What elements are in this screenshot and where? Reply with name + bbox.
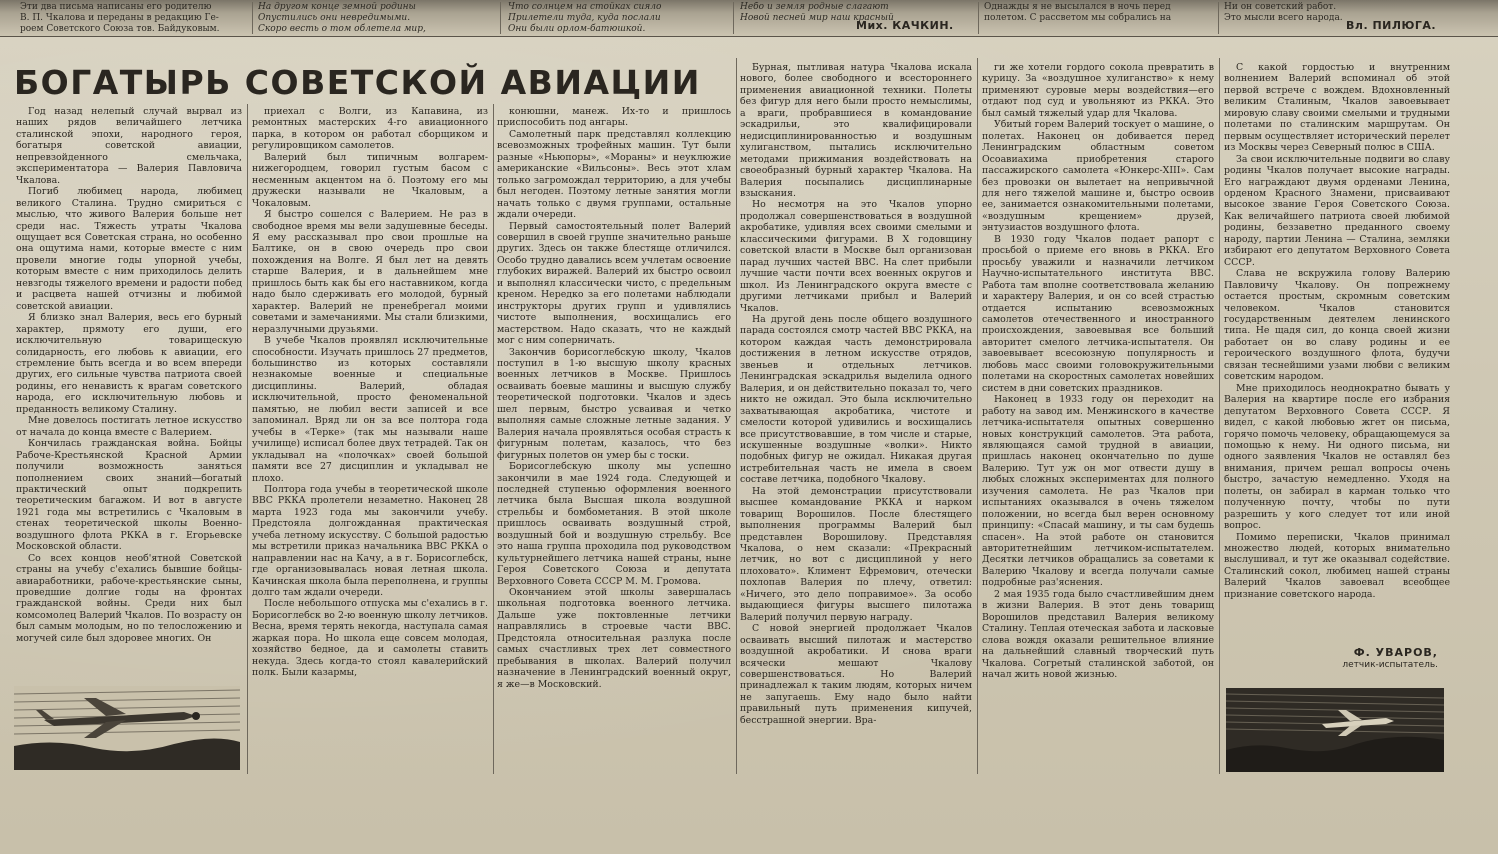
- paragraph: Убитый горем Валерий тоскует о машине, о полетах. Наконец он добивается перед Ленинградским областным советом Осоавиахима приобретения старого пассажирского самолета «Юнкерс-XIII». Сам без провозки он вылетает на непривычной для него тяжелой машине и, быстро освоив ее, занимается ознакомительными полетами, «воздушным крещением» друзей, энтузиастов воздушного флота.: [982, 119, 1214, 234]
- paragraph: Наконец в 1933 году он переходит на работу на завод им. Менжинского в качестве летчика-испытателя опытных совершенно новых конструкций самолетов. Эта работа, являющаяся самой трудной в авиации, пришлась наконец окончательно по душе Валерию. Тут уж он мог отвести душу в любых сложных экспериментах для полного изучения самолета. Не раз Чкалов при испытаниях оказывался в очень тяжелом положении, но всегда был верен основному принципу: «Спасай машину, и ты сам будешь спасен». На этой работе он становится авторитетнейшим летчиком-испытателем. Десятки летчиков обращались за советами к Валерию Чкалову и всегда получали самые подробные раз'яснения.: [982, 394, 1214, 589]
- paragraph: Бурная, пытливая натура Чкалова искала нового, более свободного и всестороннего применения авиационной техники. Полеты без фигур для него были просто немыслимы, а враги, пробравшиеся в командование эскадрильи, это квалифицировали недисциплинированностью и воздушным хулиганством, пытались исключительно методами прижимания воздействовать на своеобразный бурный характер Чкалова. На Валерия посыпались дисциплинарные взыскания.: [740, 62, 972, 199]
- strip-line: Опустились они невредимыми.: [258, 13, 411, 23]
- strip-line: В. П. Чкалова и переданы в редакцию Ге-: [20, 13, 219, 23]
- article-column-6: [1224, 62, 1450, 642]
- strip-line: Однажды я не высылался в ночь перед: [984, 2, 1171, 12]
- strip-line: роем Советского Союза тов. Байдуковым.: [20, 24, 220, 34]
- paragraph: Валерий был типичным волгарем-нижегородцем, говорил густым басом с несменным акцентом на ö. Поэтому его мы дружески называли не Чкаловым, а Чокаловым.: [252, 151, 488, 209]
- paragraph: В 1930 году Чкалов подает рапорт с просьбой о приеме его вновь в РККА. Его просьбу уважили и назначили летчиком Научно-испытательного института ВВС. Работа там вполне соответствовала желанию и характеру Валерия, и он со всей страстью отдается испытанию всевозможных самолетов отечественного и иностранного происхождения, завоевывая все больший авторитет смелого летчика-испытателя. Он завоевывает всесоюзную популярность и любовь масс своими головокружительными полетами на скоростных самолетах новейших систем в дни советских праздников.: [982, 233, 1214, 394]
- article-column-1: [16, 106, 242, 680]
- column-rule: [247, 104, 248, 774]
- paragraph: Со всех концов необ'ятной Советской страны на учебу с'ехались бывшие бойцы-авиаработники, рабоче-крестьянские сыны, проведшие долгие годы на фронтах гражданской войны. Среди них был комсомолец Валерий Чкалов. По возрасту он был самым молодым, но по телосложению и могучей силе был здоровее многих. Он: [16, 552, 242, 644]
- strip-line: На другом конце земной родины: [258, 2, 416, 12]
- paragraph: Мне приходилось неоднократно бывать у Валерия на квартире после его избрания депутатом Верховного Совета СССР. Я видел, с какой любовью жгет он письма, горячо помочь человеку, обращающемуся за помощью к нему. Ни одного письма, ни одного заявления Чкалов не оставлял без внимания, причем решал вопросы очень быстро, зачастую немедленно. Уходя на полеты, он забирал в карман только что полученную почту, чтобы по пути разрешить у кого следует тот или иной вопрос.: [1224, 382, 1450, 532]
- paragraph: приехал с Волги, из Капавина, из ремонтных мастерских 4-го авиационного парка, в котором он работал сборщиком и регулировщиком самолетов.: [252, 106, 488, 152]
- strip-line: Небо и земля родные слагают: [740, 2, 889, 12]
- paragraph: Самолетный парк представлял коллекцию всевозможных трофейных машин. Тут были разные «Ньюпоры», «Мораны» и неуклюжие американские «Вильсоны». Весь этот хлам только загромождал территорию, а для учебы был негоден. Поэтому летные занятия могли начать только с двумя группами, остальные ждали очереди.: [497, 128, 731, 221]
- strip-column-3: [508, 2, 724, 34]
- strip-column-rule: [252, 2, 253, 34]
- paragraph: После небольшого отпуска мы с'ехались в г. Борисоглебск во 2-ю военную школу летчиков. Весна, время терять некогда, наступала самая жаркая пора. Но школа еще совсем молодая, хозяйство бедное, да и самолеты ставить некуда. Здесь когда-то стоял кавалерийский полк. Были казармы,: [252, 598, 488, 679]
- paragraph: Закончив борисоглебскую школу, Чкалов поступил в 1-ю высшую школу красных военных летчиков в Москве. Пришлось осваивать боевые машины и высшую службу теоретической подготовки. Чкалов и здесь шел первым, быстро усваивая и четко выполняя самые сложные летные задания. У Валерия начала проявляться особая страсть к фигурным полетам, казалось, что без фигурных полетов он умер бы с тоски.: [497, 346, 731, 461]
- paragraph: На этой демонстрации присутствовали высшее командование РККА и нарком товарищ Ворошилов. После блестящего выполнения программы Валерий был представлен Ворошилову. Представляя Чкалова, о нем сказали: «Прекрасный летчик, но вот с дисциплиной у него плоховато». Климент Ефремович, отечески похлопав Валерия по плечу, ответил: «Ничего, это дело поправимое». За особо выдающиеся фигуры высшего пилотажа Валерий получил первую награду.: [740, 485, 972, 623]
- strip-column-5: [984, 2, 1212, 34]
- strip-signature-kachkin: Мих. КАЧКИН.: [856, 19, 954, 32]
- paragraph: Кончилась гражданская война. Бойцы Рабоче-Крестьянской Красной Армии получили возможность заняться пополнением своих знаний—богатый практический опыт подкрепить теоретическим багажом. И вот в августе 1921 года мы встретились с Чкаловым в стенах теоретической школы Военно-воздушного флота РККА в г. Егорьевске Московской области.: [16, 438, 242, 553]
- paragraph: ги же хотели гордого сокола превратить в курицу. За «воздушное хулиганство» к нему применяют суровые меры воздействия—его отдают под суд и увольняют из РККА. Это был самый тяжелый удар для Чкалова.: [982, 62, 1214, 119]
- strip-line: Скоро весть о том облетела мир,: [258, 24, 426, 34]
- paragraph: С какой гордостью и внутренним волнением Валерий вспоминал об этой первой встрече с вождем. Вдохновленный великим Сталиным, Чкалов завоевывает мировую славу своими смелыми и трудными полетами по сталинским маршрутам. Он первым осуществляет исторический перелет из Москвы через Северный полюс в США.: [1224, 62, 1450, 154]
- airplane-engraving-right: [1226, 688, 1444, 772]
- paragraph: Борисоглебскую школу мы успешно закончили в мае 1924 года. Следующей и последней ступенью оформления военного летчика была Высшая школа воздушной стрельбы и бомбометания. В этой школе пришлось осваивать воздушный строй, воздушный бой и воздушную стрельбу. Все это наша группа проходила под руководством культурнейшего летчика нашей страны, ныне Героя Советского Союза и депутата Верховного Совета СССР М. М. Громова.: [497, 461, 731, 587]
- paragraph: Но несмотря на это Чкалов упорно продолжал совершенствоваться в воздушной акробатике, удивляя всех своими смелыми и классическими фигурами. В X годовщину советской власти в Москве был организован парад лучших частей ВВС. На слет прибыли лучшие части почти всех военных округов и школ. Из Ленинградского округа вместе с другими летчиками прибыл и Валерий Чкалов.: [740, 199, 972, 314]
- paragraph: Слава не вскружила голову Валерию Павловичу Чкалову. Он попрежнему остается простым, скромным советским человеком. Чкалов становится государственным деятелем ленинского типа. Не щадя сил, до конца своей жизни работает он во славу родины и ее героического воздушного флота, будучи связан теснейшими узами любви с великим советским народом.: [1224, 268, 1450, 383]
- article-column-2: [252, 106, 488, 774]
- strip-line: Что солнцем на стойках сияло: [508, 2, 662, 12]
- article-column-4: [740, 62, 972, 774]
- paragraph: Погиб любимец народа, любимец великого Сталина. Трудно смириться с мыслью, что живого Валерия больше нет среди нас. Тяжесть утраты Чкалова ощущает вся Советская страна, но особенно она ощутима нами, которые вместе с ним провели многие годы упорной учебы, которым вместе с ним приходилось делить невзгоды тяжелого времени и радости побед и расцвета нашей отчизны и любимой советской авиации.: [16, 186, 242, 312]
- author-name: Ф. УВАРОВ,: [1353, 646, 1438, 659]
- paragraph: Первый самостоятельный полет Валерий совершил в своей группе значительно раньше других. Здесь он также блестяще отличился. Особо трудно давались всем учлетам освоение глубоких виражей. Валерий их быстро освоил и выполнял классически чисто, с предельным креном. Нередко за его полетами наблюдали инструкторы других групп и удивлялись чистоте выполнения, восхищались его мастерством. Надо сказать, что не каждый мог с ним соперничать.: [497, 220, 731, 347]
- article-headline: БОГАТЫРЬ СОВЕТСКОЙ АВИАЦИИ: [14, 63, 701, 102]
- paragraph: Окончанием этой школы завершалась школьная подготовка военного летчика. Дальше уже поктовленные летчики направлялись в строевые части ВВС. Предстояла относительная разлука после самых счастливых трех лет совместного пребывания в школах. Валерий получил назначение в Ленинградский военный округ, я же—в Московский.: [497, 587, 731, 690]
- column-rule: [977, 58, 978, 774]
- strip-line: Новой песней мир наш красный: [740, 13, 894, 23]
- strip-line: Эти два письма написаны его родителю: [20, 2, 212, 12]
- column-rule: [493, 104, 494, 774]
- strip-column-rule: [733, 2, 734, 34]
- strip-line: полетом. С рассветом мы собрались на: [984, 13, 1172, 23]
- strip-column-rule: [978, 2, 979, 34]
- strip-column-rule: [1218, 2, 1219, 34]
- column-rule: [1219, 58, 1220, 774]
- paragraph: конюшни, манеж. Их-то и пришлось приспособить под ангары.: [497, 106, 731, 129]
- paragraph: Я близко знал Валерия, весь его бурный характер, прямоту его души, его исключительную товарищескую солидарность, его любовь к авиации, его стремление быть всегда и во всем впереди других, его сильные чувства патриота своей родины, его ненависть к врагам советского народа, его исключительную любовь и преданность великому Сталину.: [16, 312, 242, 415]
- strip-column-2: [258, 2, 494, 34]
- strip-column-1: [20, 2, 248, 34]
- paragraph: В учебе Чкалов проявлял исключительные способности. Изучать пришлось 27 предметов, большинство из которых составляли незнакомые военные и специальные дисциплины. Валерий, обладая исключительной, просто феноменальной памятью, не любил вести записей и все запоминал. Вряд ли он за все полтора года учебы в «Терке» (так мы называли наше училище) исписал более двух тетрадей. Так он укладывал на «полочках» своей большой памяти все 27 дисциплин и укладывал не плохо.: [252, 335, 488, 484]
- paragraph: Мне довелось постигать летное искусство от начала до конца вместе с Валерием.: [16, 415, 242, 438]
- article-column-3: [497, 106, 731, 774]
- author-role: летчик-испытатель.: [1342, 660, 1438, 670]
- column-rule: [736, 58, 737, 774]
- paragraph: С новой энергией продолжает Чкалов осваивать высший пилотаж и мастерство воздушной акробатики. И снова враги всячески мешают Чкалову совершенствоваться. Но Валерий принадлежал к таким людям, которых ничем не запугаешь. Ему надо было найти правильный путь применения кипучей, бесстрашной энергии. Вра-: [740, 623, 972, 726]
- paragraph: Помимо переписки, Чкалов принимал множество людей, которых внимательно выслушивал, и тут же оказывал содействие. Сталинский сокол, любимец нашей страны Валерий Чкалов завоевал всеобщее признание советского народа.: [1224, 531, 1450, 600]
- strip-line: Они были орлом-батюшкой.: [508, 24, 646, 34]
- strip-column-rule: [500, 2, 501, 34]
- strip-line: Это мысли всего народа.: [1224, 13, 1343, 23]
- paragraph: Год назад нелепый случай вырвал из наших рядов величайшего летчика сталинской эпохи, народного героя, богатыря советской авиации, непревзойденного смельчака, экспериментатора — Валерия Павловича Чкалова.: [16, 106, 242, 186]
- paragraph: Полтора года учебы в теоретической школе ВВС РККА пролетели незаметно. Наконец 28 марта 1923 года мы закончили учебу. Предстояла долгожданная практическая учеба летному искусству. С большой радостью мы встретили приказ начальника ВВС РККА о направлении нас на Качу, а в г. Борисоглебск, где организовывалась новая летная школа. Качинская школа была переполнена, и группы долго там ждали очереди.: [252, 483, 488, 599]
- paragraph: На другой день после общего воздушного парада состоялся смотр частей ВВС РККА, на котором каждая часть демонстрировала достижения в летном искусстве отрядов, звеньев и отдельных летчиков. Ленинградская эскадрилья выделила одного Валерия, и он действительно показал то, чего никто не ожидал. Это была исключительно захватывающая акробатика, чистоте и смелости которой удивились и восхищались все присутствовавшие, в том числе и старые, искушенные воздушные «волки». Никто подобных фигур не ожидал. Никакая другая истребительная часть не имела в своем составе летчика, подобного Чкалову.: [740, 313, 972, 486]
- strip-line: Ни он советский работ.: [1224, 2, 1337, 12]
- author-signature: [1282, 646, 1438, 670]
- paragraph: 2 мая 1935 года было счастливейшим днем в жизни Валерия. В этот день товарищ Ворошилов представил Валерия великому Сталину. Теплая отеческая забота и ласковые слова вождя оказали решительное влияние на дальнейший славный творческий путь Чкалова. Согретый сталинской заботой, он начал жить новой жизнью.: [982, 588, 1214, 681]
- article-column-5: [982, 62, 1214, 774]
- previous-article-strip: [0, 0, 1498, 37]
- paragraph: Я быстро сошелся с Валерием. Не раз в свободное время мы вели задушевные беседы. Я ему рассказывал про свои прошлые на Балтике, он в свою очередь про свои похождения на Волге. Я был лет на девять старше Валерия, и в дальнейшем мне пришлось быть как бы его наставником, когда надо было сдерживать его молодой, бурный характер. Валерий не пренебрегал моими советами и замечаниями. Мы стали близкими, неразлучными друзьями.: [252, 209, 488, 335]
- paragraph: За свои исключительные подвиги во славу родины Чкалов получает высокие награды. Его награждают двумя орденами Ленина, орденом Красного Знамени, присваивают высокое звание Героя Советского Союза. Как величайшего патриота своей любимой родины, беззаветно преданного своему народу, партии Ленина — Сталина, земляки избирают его депутатом Верховного Совета СССР.: [1224, 153, 1450, 268]
- strip-line: Прилетели туда, куда послали: [508, 13, 661, 23]
- airplane-engraving-left: [14, 686, 240, 770]
- strip-signature-pilyuga: Вл. ПИЛЮГА.: [1346, 19, 1437, 32]
